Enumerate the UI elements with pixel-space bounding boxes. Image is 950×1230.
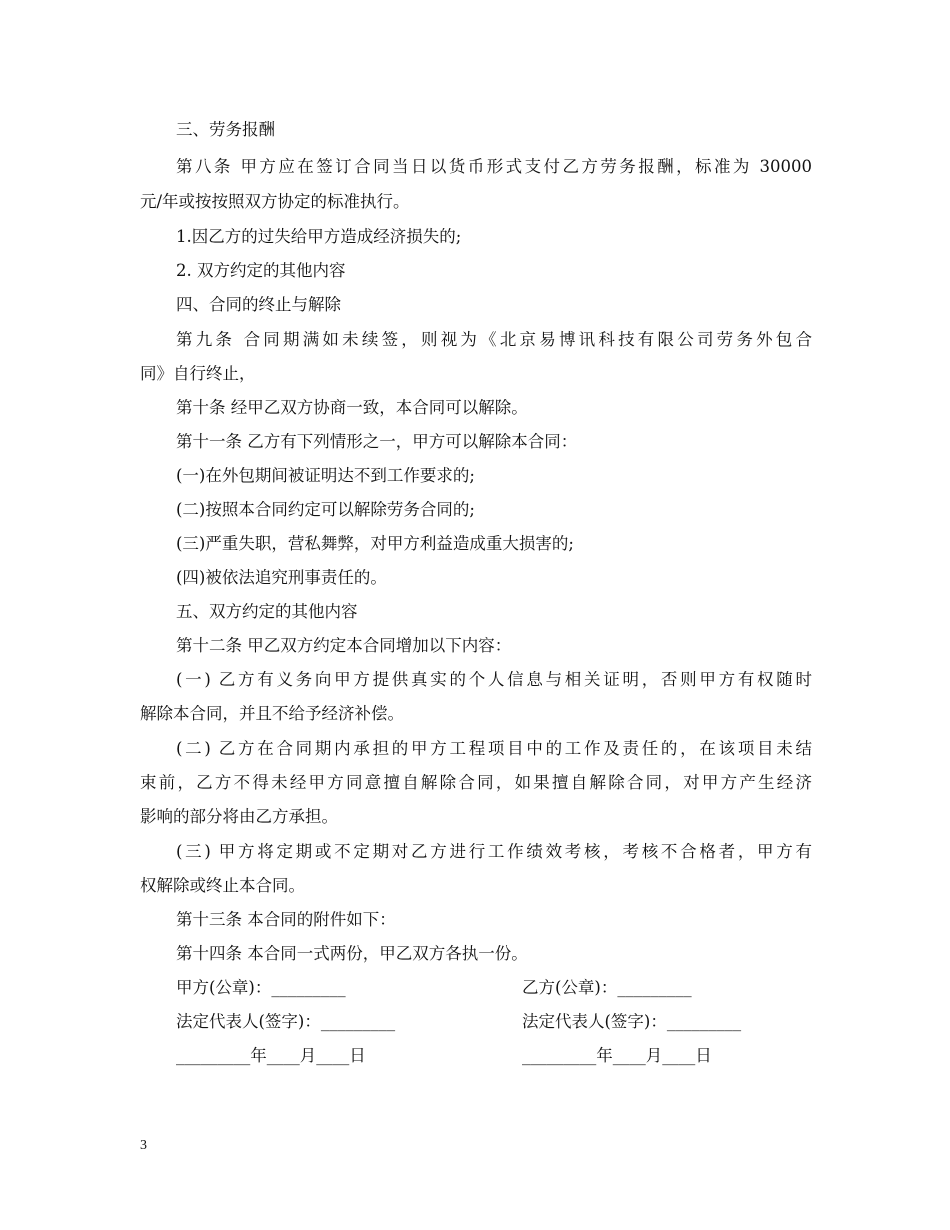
article-11-item-2: (二)按照本合同约定可以解除劳务合同的;: [176, 500, 475, 519]
article-11-item-3: (三)严重失职，营私舞弊，对甲方利益造成重大损害的;: [176, 534, 574, 553]
article-9-line-2: 同》自行终止，: [140, 364, 256, 383]
party-a-seal: 甲方(公章)：_________: [176, 978, 346, 997]
article-8-line-1: 第八条 甲方应在签订合同当日以货币形式支付乙方劳务报酬，标准为 30000: [176, 157, 812, 176]
section-heading-5: 五、双方约定的其他内容: [176, 602, 358, 621]
party-a-date: _________年____月____日: [176, 1046, 366, 1065]
article-8-line-2: 元/年或按按照双方协定的标准执行。: [140, 192, 410, 211]
article-10: 第十条 经甲乙双方协商一致，本合同可以解除。: [176, 398, 528, 417]
list-item-2: 2. 双方约定的其他内容: [176, 261, 346, 280]
section-heading-4: 四、合同的终止与解除: [176, 295, 341, 314]
party-b-representative: 法定代表人(签字)：_________: [522, 1012, 742, 1031]
article-12-item-1-line-2: 解除本合同，并且不给予经济补偿。: [140, 704, 404, 723]
article-12-item-2-line-1: (二) 乙方在合同期内承担的甲方工程项目中的工作及责任的，在该项目未结: [176, 739, 812, 758]
article-12-item-3-line-1: (三) 甲方将定期或不定期对乙方进行工作绩效考核，考核不合格者，甲方有: [176, 842, 812, 861]
page-number: 3: [140, 1138, 147, 1153]
party-b-seal: 乙方(公章)：_________: [522, 978, 692, 997]
section-heading-3: 三、劳务报酬: [176, 120, 275, 139]
article-12-item-2-line-2: 束前，乙方不得未经甲方同意擅自解除合同，如果擅自解除合同，对甲方产生经济: [140, 773, 812, 792]
article-12: 第十二条 甲乙双方约定本合同增加以下内容：: [176, 636, 512, 655]
article-11: 第十一条 乙方有下列情形之一，甲方可以解除本合同：: [176, 432, 578, 451]
list-item-1: 1.因乙方的过失给甲方造成经济损失的;: [176, 227, 462, 246]
article-14: 第十四条 本合同一式两份，甲乙双方各执一份。: [176, 944, 528, 963]
article-12-item-1-line-1: (一) 乙方有义务向甲方提供真实的个人信息与相关证明，否则甲方有权随时: [176, 670, 812, 689]
article-12-item-2-line-3: 影响的部分将由乙方承担。: [140, 807, 338, 826]
article-12-item-3-line-2: 权解除或终止本合同。: [140, 876, 305, 895]
article-11-item-4: (四)被依法追究刑事责任的。: [176, 568, 387, 587]
article-11-item-1: (一)在外包期间被证明达不到工作要求的;: [176, 466, 475, 485]
article-13: 第十三条 本合同的附件如下：: [176, 910, 396, 929]
party-a-representative: 法定代表人(签字)：_________: [176, 1012, 396, 1031]
party-b-date: _________年____月____日: [522, 1046, 712, 1065]
article-9-line-1: 第九条 合同期满如未续签，则视为《北京易博讯科技有限公司劳务外包合: [176, 330, 812, 349]
